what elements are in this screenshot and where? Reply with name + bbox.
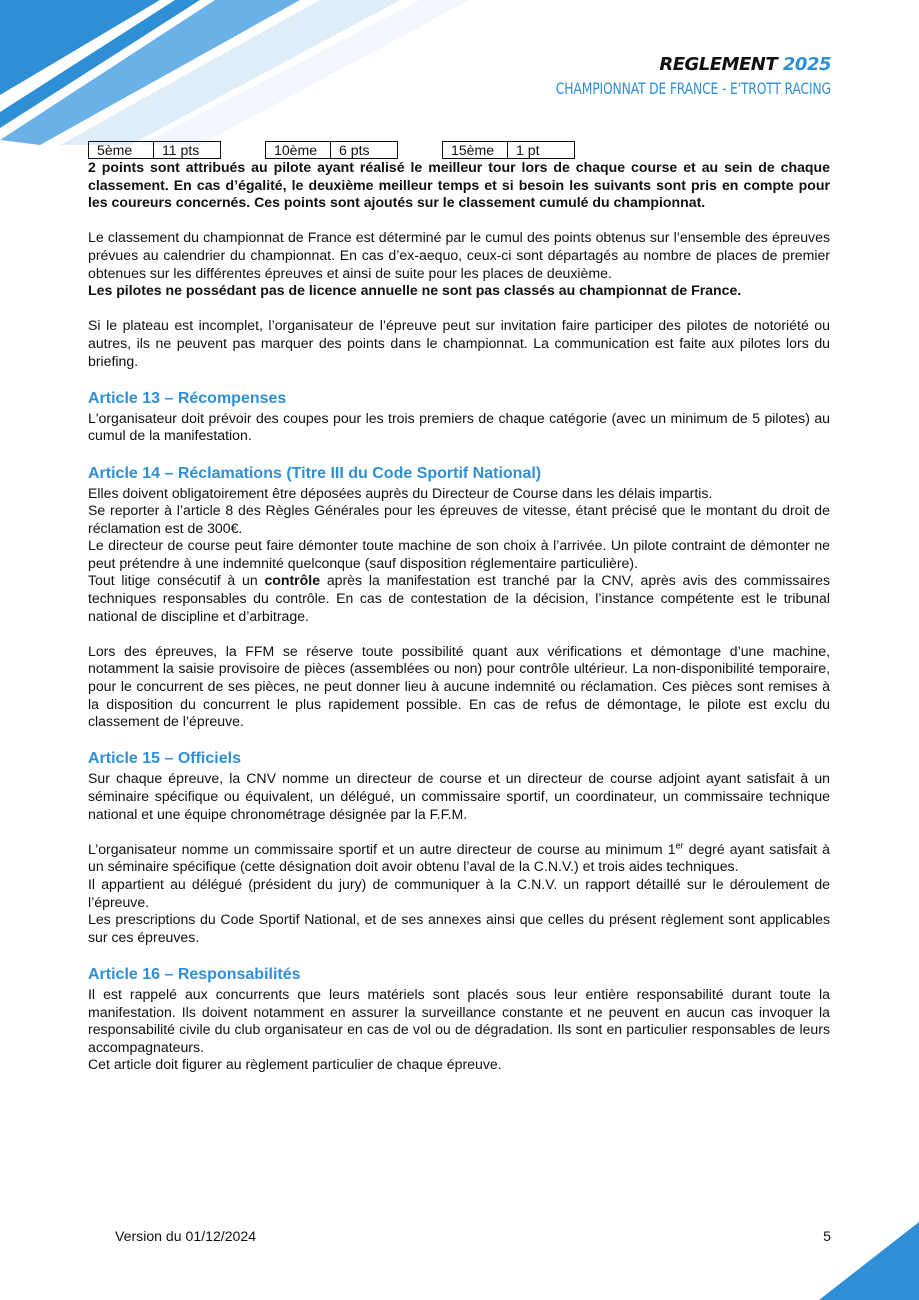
points-table [442,141,575,159]
ordinal-superscript: er [675,840,684,851]
licence-paragraph: Les pilotes ne possédant pas de licence annuelle ne sont pas classés au championnat de France. [88,282,742,299]
article-14-heading: Article 14 – Réclamations (Titre III du Code Sportif National) [88,464,542,482]
points-rank: 5ème [89,142,154,159]
article-14-paragraph: Le directeur de course peut faire démonter toute machine de son choix à l’arrivée. Un pilote contraint de démonter ne peut prétendre à une indemnité quelconque (sauf disposition réglementaire particulière). [88,537,830,571]
header-title-word: REGLEMENT [659,54,778,75]
points-rank: 15ème [443,142,508,159]
points-table [88,141,221,159]
article-14-paragraph: Elles doivent obligatoirement être déposées auprès du Directeur de Course dans les délais impartis. [88,484,713,501]
best-lap-paragraph: 2 points sont attribués au pilote ayant réalisé le meilleur tour lors de chaque course et au sein de chaque classement. En cas d’égalité, le deuxième meilleur temps et si besoin les suivants sont pris en compte pour les coureurs concernés. Ces points sont ajoutés sur le classement cumulé du championnat. [88,159,830,211]
article-14-paragraph: Lors des épreuves, la FFM se réserve toute possibilité quant aux vérifications et démontage d’une machine, notamment la saisie provisoire de pièces (assemblées ou non) pour contrôle ultérieur. La non-disponibilité temporaire, pour le concurrent de ses pièces, ne peut donner lieu à aucune indemnité ou réclamation. Ces pièces sont remises à la disposition du concurrent le plus rapidement possible. En cas de refus de démontage, le pilote est exclu du classement de l’épreuve. [88,642,830,730]
article-16-paragraph: Cet article doit figurer au règlement particulier de chaque épreuve. [88,1056,502,1073]
article-13-paragraph: L'organisateur doit prévoir des coupes pour les trois premiers de chaque catégorie (avec un minimum de 5 pilotes) au cumul de la manifestation. [88,409,830,444]
page-content [88,141,830,1074]
article-14-paragraph [88,572,830,625]
points-rank: 10ème [266,142,331,159]
points-table-row [88,141,830,159]
points-value: 6 pts [331,142,398,159]
article-15-text: degré ayant satisfait à un séminaire spécifique (cette désignation doit avoir obtenu l’aval de la C.N.V.) et trois aides techniques. [88,840,830,875]
header-title-year: 2025 [782,54,831,75]
page-number: 5 [823,1228,831,1244]
article-16-paragraph: Il est rappelé aux concurrents que leurs matériels sont placés sous leur entière responsabilité durant toute la manifestation. Ils doivent notamment en assurer la surveillance constante et ne peuvent en aucun cas invoquer la responsabilité civile du club organisateur en cas de vol ou de dégradation. Ils sont en particulier responsables de leurs accompagnateurs. [88,985,830,1055]
corner-stripes-graphic [0,0,480,145]
article-15-paragraph: Sur chaque épreuve, la CNV nomme un directeur de course et un directeur de course adjoint ayant satisfait à un séminaire spécifique ou équivalent, un délégué, un commissaire sportif, un coordinateur, un commissaire technique national et une équipe chronométrage désignée par la F.F.M. [88,770,830,822]
points-value: 11 pts [154,142,221,159]
footer-version: Version du 01/12/2024 [115,1228,257,1244]
plateau-paragraph: Si le plateau est incomplet, l’organisateur de l’épreuve peut sur invitation faire participer des pilotes de notoriété ou autres, ils ne peuvent pas marquer des points dans le championnat. La communication est faite aux pilotes lors du briefing. [88,317,830,369]
article-14-text: après la manifestation est tranché par la CNV, après avis des commissaires techniques responsables du contrôle. En cas de contestation de la décision, l’instance compétente est le tribunal national de discipline et d’arbitrage. [88,572,830,624]
article-15-heading: Article 15 – Officiels [88,750,241,768]
article-15-paragraph [88,841,830,876]
header-title [511,54,831,75]
article-16-heading: Article 16 – Responsabilités [88,965,301,983]
classement-paragraph: Le classement du championnat de France est déterminé par le cumul des points obtenus sur l’ensemble des épreuves prévues au calendrier du championnat. En cas d’ex-aequo, ceux-ci sont départagés au nombre de places de premier obtenues sur les différentes épreuves et ainsi de suite pour les places de deuxième. [88,229,830,281]
controle-keyword: contrôle [264,572,321,589]
corner-triangle-graphic [819,1222,919,1300]
article-15-paragraph: Il appartient au délégué (président du jury) de communiquer à la C.N.V. un rapport détaillé sur le déroulement de l’épreuve. [88,875,830,910]
article-15-text: L’organisateur nomme un commissaire sportif et un autre directeur de course au minimum 1 [88,840,676,857]
header-subtitle: CHAMPIONNAT DE FRANCE - E'TROTT RACING [555,79,831,98]
article-14-paragraph: Se reporter à l’article 8 des Règles Générales pour les épreuves de vitesse, étant précisé que le montant du droit de réclamation est de 300€. [88,502,830,536]
article-14-text: Tout litige consécutif à un [88,572,265,589]
article-13-heading: Article 13 – Récompenses [88,389,287,407]
document-header [511,54,831,98]
article-15-paragraph: Les prescriptions du Code Sportif National, et de ses annexes ainsi que celles du présent règlement sont applicables sur ces épreuves. [88,911,830,945]
points-value: 1 pt [508,142,575,159]
points-table [265,141,398,159]
